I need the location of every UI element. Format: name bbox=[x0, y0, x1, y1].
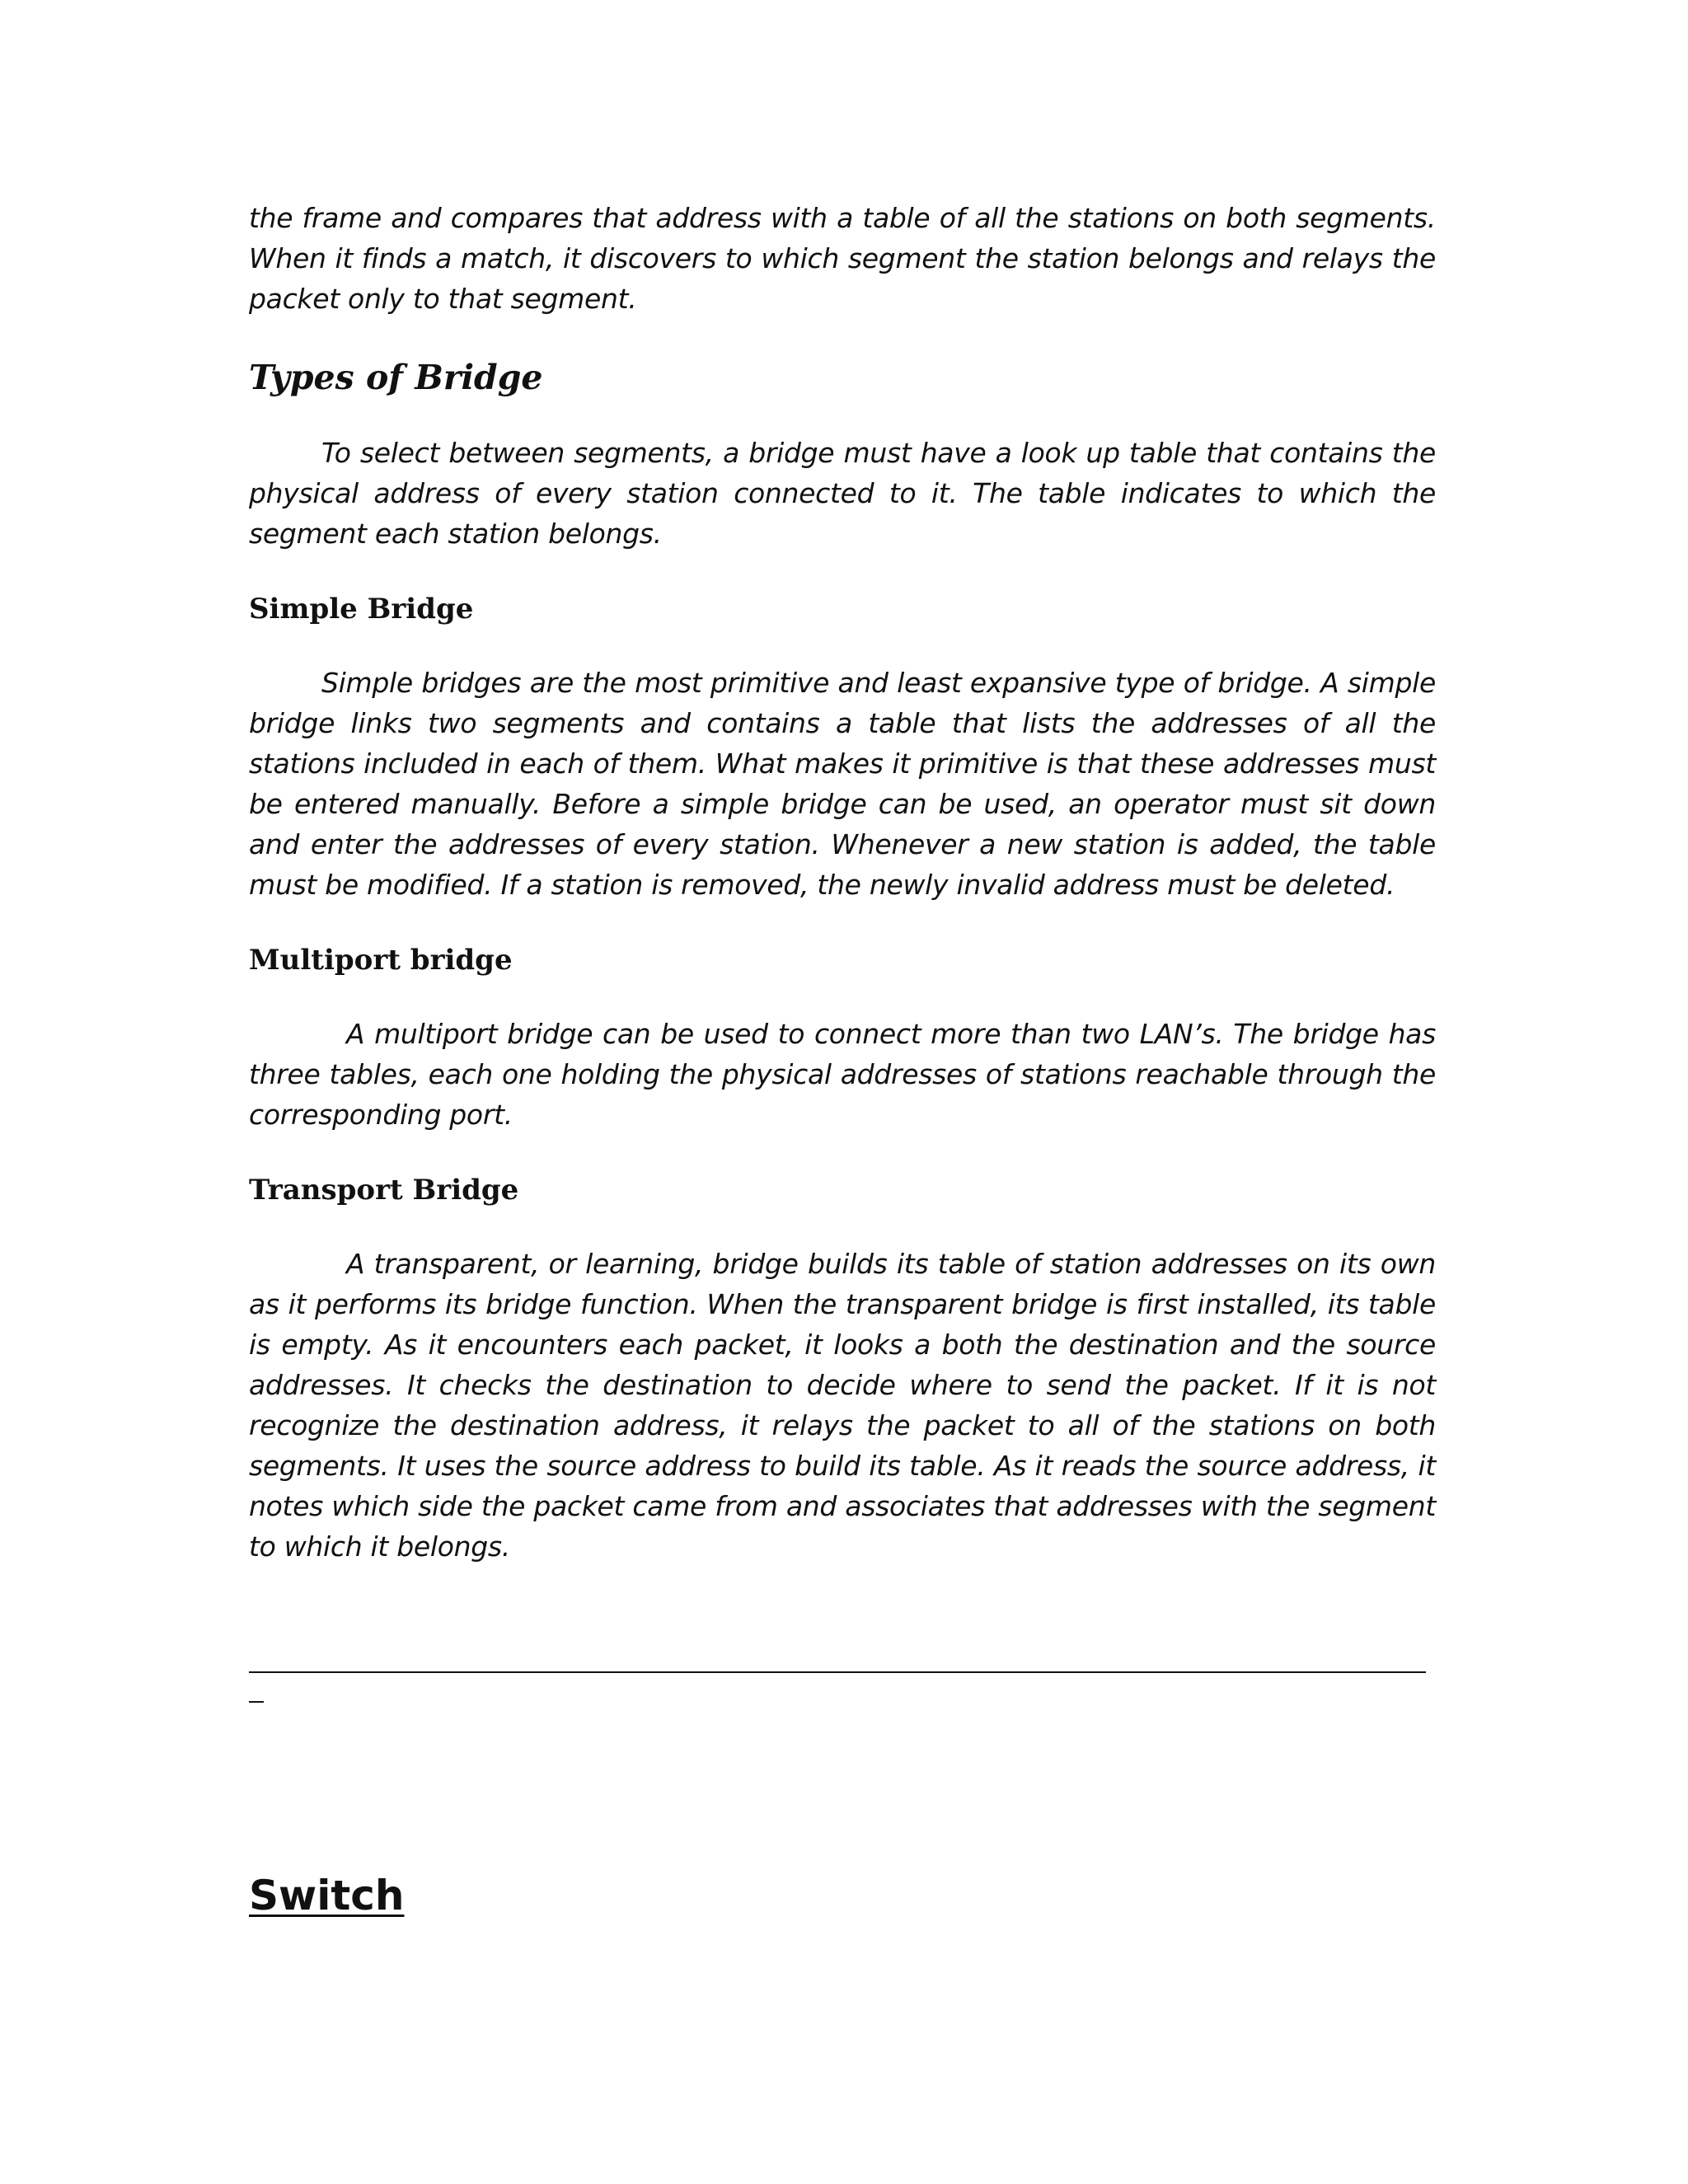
types-of-bridge-paragraph: To select between segments, a bridge must have a look up table that contains the physical address of every station connected to it. The table indicates to which the segment each station belongs. bbox=[249, 437, 1436, 550]
transport-bridge-paragraph: A transparent, or learning, bridge builds its table of station addresses on its own as it performs its bridge function. When the transparent bridge is first installed, its table is empty. As it encounters each packet, it looks a both the destination and the source addresses. It checks the destination to decide where to send the packet. If it is not recognize the destination address, it relays the packet to all of the stations on both segments. It uses the source address to build its table. As it reads the source address, it notes which side the packet came from and associates that addresses with the segment to which it belongs. bbox=[249, 1248, 1436, 1563]
types-of-bridge-heading: Types of Bridge bbox=[249, 358, 543, 397]
switch-heading: Switch bbox=[249, 1872, 405, 1919]
intro-paragraph: the frame and compares that address with a table of all the stations on both segments. When it finds a match, it discovers to which segment the station belongs and relays the packet only to that segment. bbox=[249, 202, 1436, 315]
transport-bridge-heading: Transport Bridge bbox=[249, 1174, 519, 1207]
divider-tail bbox=[249, 1701, 264, 1703]
multiport-bridge-paragraph: A multiport bridge can be used to connect more than two LAN’s. The bridge has three tables, each one holding the physical addresses of stations reachable through the corresponding port. bbox=[249, 1018, 1436, 1131]
document-body bbox=[249, 198, 1436, 1567]
simple-bridge-heading: Simple Bridge bbox=[249, 593, 474, 626]
simple-bridge-paragraph: Simple bridges are the most primitive and least expansive type of bridge. A simple bridge links two segments and contains a table that lists the addresses of all the stations included in each of them. What makes it primitive is that these addresses must be entered manually. Before a simple bridge can be used, an operator must sit down and enter the addresses of every station. Whenever a new station is added, the table must be modified. If a station is removed, the newly invalid address must be deleted. bbox=[249, 667, 1436, 901]
multiport-bridge-heading: Multiport bridge bbox=[249, 944, 513, 977]
horizontal-divider bbox=[249, 1671, 1426, 1673]
